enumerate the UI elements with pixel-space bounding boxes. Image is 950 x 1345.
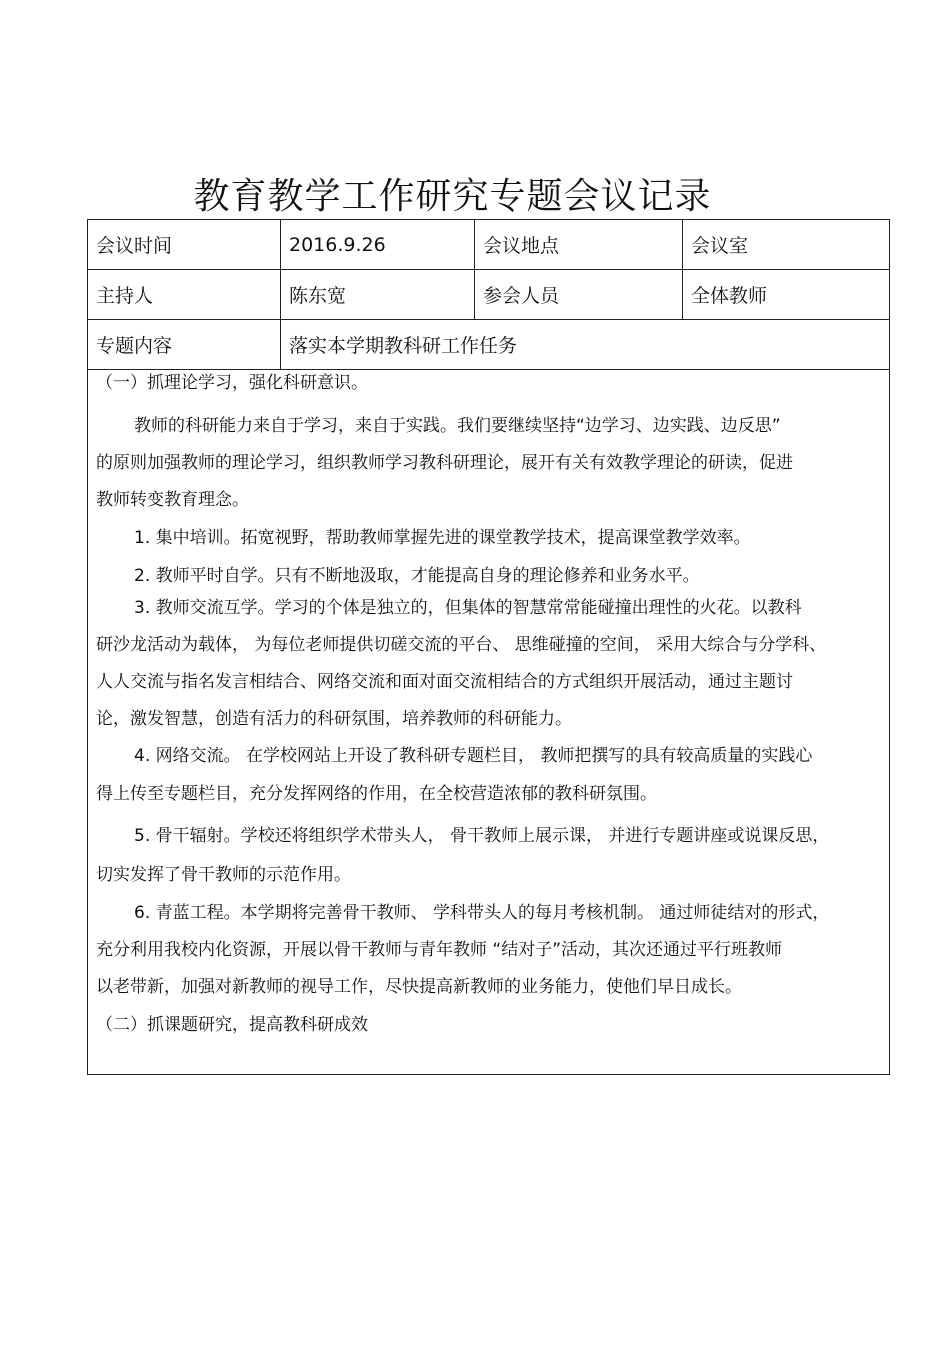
topic-label: 专题内容 — [88, 320, 281, 370]
paragraph-line: 以老带新，加强对新教师的视导工作，尽快提高新教师的业务能力，使他们早日成长。 — [96, 977, 742, 997]
host-value: 陈东宽 — [281, 270, 475, 320]
paragraph-line: 切实发挥了骨干教师的示范作用。 — [96, 865, 351, 885]
list-item: 1. 集中培训。拓宽视野，帮助教师掌握先进的课堂教学技术，提高课堂教学效率。 — [134, 528, 751, 548]
list-item: 5. 骨干辐射。学校还将组织学术带头人， 骨干教师上展示课， 并进行专题讲座或说课反思， — [134, 826, 830, 846]
list-item: 6. 青蓝工程。本学期将完善骨干教师、 学科带头人的每月考核机制。 通过师徒结对的形式， — [134, 903, 830, 923]
place-label: 会议地点 — [475, 220, 683, 270]
section-heading-1: （一）抓理论学习，强化科研意识。 — [96, 373, 368, 393]
meeting-info-table — [87, 219, 890, 370]
list-item: 3. 教师交流互学。学习的个体是独立的，但集体的智慧常常能碰撞出理性的火花。以教科 — [134, 598, 802, 618]
attendees-value: 全体教师 — [683, 270, 890, 320]
paragraph-line: 人人交流与指名发言相结合、网络交流和面对面交流相结合的方式组织开展活动，通过主题讨 — [96, 672, 793, 692]
paragraph-line: 得上传至专题栏目，充分发挥网络的作用，在全校营造浓郁的教科研氛围。 — [96, 784, 657, 804]
paragraph-line: 论，激发智慧，创造有活力的科研氛围，培养教师的科研能力。 — [96, 709, 572, 729]
paragraph-line: 教师转变教育理念。 — [96, 490, 249, 510]
paragraph-line: 充分利用我校内化资源，开展以骨干教师与青年教师 “结对子”活动，其次还通过平行班教师 — [96, 940, 783, 960]
paragraph-line: 的原则加强教师的理论学习，组织教师学习教科研理论，展开有关有效教学理论的研读，促进 — [96, 453, 793, 473]
attendees-label: 参会人员 — [475, 270, 683, 320]
time-value: 2016.9.26 — [281, 220, 475, 270]
paragraph-line: 研沙龙活动为载体， 为每位老师提供切磋交流的平台、 思维碰撞的空间， 采用大综合与分学科、 — [96, 635, 827, 655]
topic-value: 落实本学期教科研工作任务 — [281, 320, 890, 370]
table-row — [88, 320, 890, 370]
minutes-content — [87, 370, 890, 1075]
section-heading-2: （二）抓课题研究，提高教科研成效 — [96, 1015, 368, 1035]
host-label: 主持人 — [88, 270, 281, 320]
page-title: 教育教学工作研究专题会议记录 — [193, 176, 712, 217]
table-row — [88, 220, 890, 270]
list-item: 2. 教师平时自学。只有不断地汲取，才能提高自身的理论修养和业务水平。 — [134, 566, 700, 586]
place-value: 会议室 — [683, 220, 890, 270]
table-row — [88, 270, 890, 320]
paragraph-line: 教师的科研能力来自于学习，来自于实践。我们要继续坚持“边学习、边实践、边反思” — [134, 416, 781, 436]
time-label: 会议时间 — [88, 220, 281, 270]
list-item: 4. 网络交流。 在学校网站上开设了教科研专题栏目， 教师把撰写的具有较高质量的实践心 — [134, 746, 813, 766]
